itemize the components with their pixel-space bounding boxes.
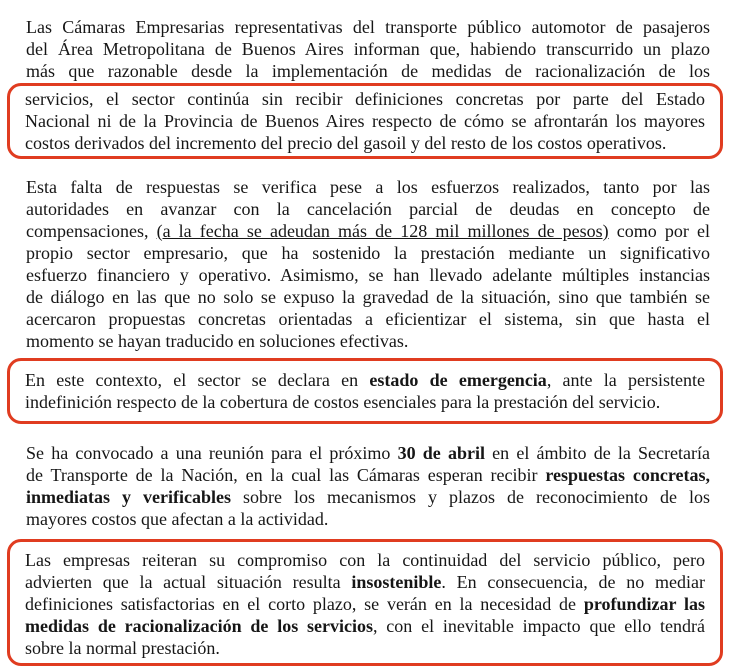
text-segment: como por el — [608, 221, 710, 241]
text-segment: Las Cámaras Empresarias representativas del transporte público automotor de pasajeros — [26, 17, 710, 37]
text-segment: mayores costos que afectan a la actividad. — [26, 509, 329, 529]
bold-text-segment: profundizar las — [583, 594, 705, 614]
text-line — [26, 220, 710, 242]
text-line — [25, 549, 705, 571]
bold-text-segment: insostenible — [351, 572, 442, 592]
text-segment: definiciones satisfactorias en el corto plazo, se verán en la necesidad de — [25, 594, 584, 614]
text-segment: de Transporte de la Nación, en la cual las Cámaras esperan recibir — [26, 465, 546, 485]
text-segment: En este contexto, el sector se declara en — [25, 370, 370, 390]
text-line — [25, 391, 705, 413]
red-annotation-box-2 — [7, 358, 723, 424]
text-line — [26, 330, 710, 352]
paragraph-meeting — [26, 442, 710, 530]
text-segment: servicios, el sector continúa sin recibir definiciones concretas por parte del Estado — [25, 89, 705, 109]
text-line — [26, 242, 710, 264]
text-segment: costos derivados del incremento del precio del gasoil y del resto de los costos operativos. — [25, 133, 667, 153]
text-segment: indefinición respecto de la cobertura de costos esenciales para la prestación del servicio. — [25, 392, 661, 412]
text-line — [26, 198, 710, 220]
text-line — [25, 110, 705, 132]
bold-text-segment: respuestas concretas, — [545, 465, 710, 485]
text-line — [25, 615, 705, 637]
text-segment: acercaron propuestas concretas orientadas a eficientizar el sistema, sin que hasta el — [26, 309, 710, 329]
text-segment: esfuerzo financiero y operativo. Asimismo, se han llevado adelante múltiples instancias — [26, 265, 710, 285]
text-line — [26, 60, 710, 82]
text-line — [25, 88, 705, 110]
text-segment: . En consecuencia, de no mediar — [441, 572, 705, 592]
paragraph-intro — [26, 16, 710, 82]
text-segment: advierten que la actual situación resulta — [25, 572, 352, 592]
text-segment: sobre la normal prestación. — [25, 638, 220, 658]
text-line — [26, 442, 710, 464]
text-segment: del Área Metropolitana de Buenos Aires informan que, habiendo transcurrido un plazo — [26, 39, 710, 59]
text-segment: momento se hayan traducido en soluciones efectivas. — [26, 331, 409, 351]
text-line — [26, 286, 710, 308]
text-line — [26, 38, 710, 60]
text-segment: propio sector empresario, que ha sostenido la prestación mediante un significativo — [26, 243, 710, 263]
text-segment: , ante la persistente — [546, 370, 705, 390]
bold-text-segment: 30 de abril — [397, 443, 485, 463]
text-segment: compensaciones, — [26, 221, 157, 241]
text-segment: Se ha convocado a una reunión para el próximo — [26, 443, 398, 463]
text-segment: sobre los mecanismos y plazos de reconocimiento de los — [231, 487, 710, 507]
text-segment: de diálogo en las que no solo se expuso la gravedad de la situación, sino que también se — [26, 287, 710, 307]
text-segment: en el ámbito de la Secretaría — [484, 443, 710, 463]
red-annotation-box-1 — [7, 83, 723, 159]
text-line — [25, 593, 705, 615]
text-line — [25, 637, 705, 659]
text-line — [25, 571, 705, 593]
text-line — [26, 464, 710, 486]
bold-text-segment: inmediatas y verificables — [26, 487, 231, 507]
bold-text-segment: medidas de racionalización de los servicios — [25, 616, 373, 636]
paragraph-efforts — [26, 176, 710, 352]
text-line — [26, 486, 710, 508]
text-line — [26, 264, 710, 286]
text-line — [26, 176, 710, 198]
text-line — [26, 308, 710, 330]
red-annotation-box-3 — [7, 539, 723, 666]
text-segment: más que razonable desde la implementación de medidas de racionalización de los — [26, 61, 710, 81]
text-segment: Nacional ni de la Provincia de Buenos Aires respecto de cómo se afrontarán los mayores — [25, 111, 705, 131]
text-segment: autoridades en avanzar con la cancelación parcial de deudas en concepto de — [26, 199, 710, 219]
text-line — [25, 369, 705, 391]
text-segment: Esta falta de respuestas se verifica pese a los esfuerzos realizados, tanto por las — [26, 177, 710, 197]
text-line — [26, 508, 710, 530]
bold-text-segment: estado de emergencia — [369, 370, 547, 390]
text-line — [25, 132, 705, 154]
text-segment: , con el inevitable impacto que ello tendrá — [373, 616, 705, 636]
text-line — [26, 16, 710, 38]
text-segment: Las empresas reiteran su compromiso con la continuidad del servicio público, pero — [25, 550, 705, 570]
red-underline-annotation: (a la fecha se adeudan más de 128 mil millones de pesos) — [157, 221, 609, 242]
